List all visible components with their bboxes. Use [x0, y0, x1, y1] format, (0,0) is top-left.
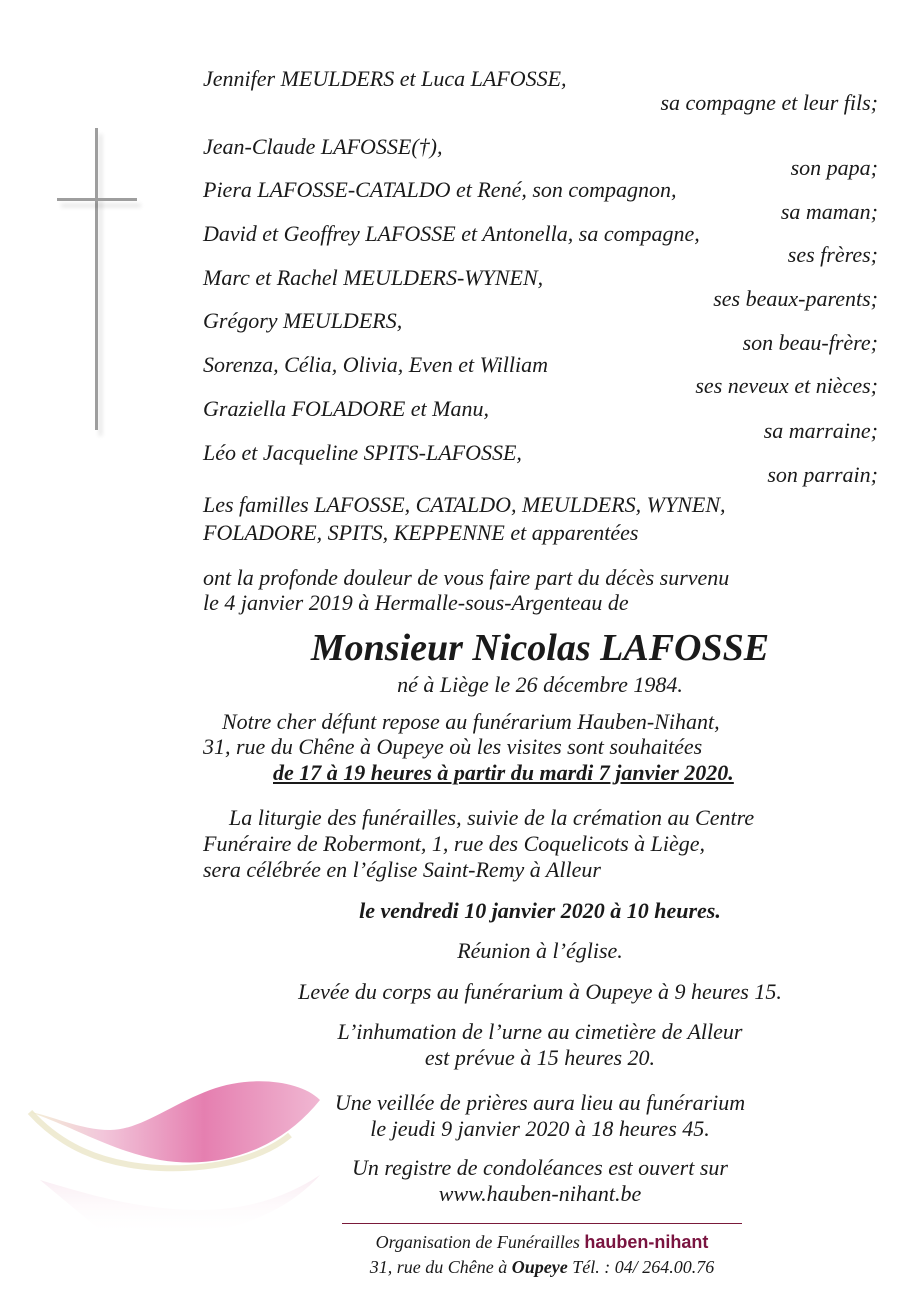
family-name-6: Grégory MEULDERS, [203, 308, 403, 333]
visits-line-1: Notre cher défunt repose au funérarium Hauben-Nihant, [222, 709, 720, 734]
liturgy-line-3: sera célébrée en l’église Saint-Remy à Alleur [203, 857, 601, 882]
family-relation-2: son papa; [790, 155, 878, 180]
families-line-2: FOLADORE, SPITS, KEPPENNE et apparentées [203, 520, 639, 545]
footer-divider [342, 1223, 742, 1224]
birth-line: né à Liège le 26 décembre 1984. [397, 672, 683, 697]
footer-org-label: Organisation de Funérailles [375, 1232, 580, 1252]
family-relation-4: ses frères; [787, 242, 878, 267]
announcement-line-2: le 4 janvier 2019 à Hermalle-sous-Argenteau de [203, 590, 629, 615]
brand-logo: hauben-nihant [584, 1232, 709, 1252]
burial-line-2: est prévue à 15 heures 20. [424, 1045, 656, 1070]
ceremony-date: le vendredi 10 janvier 2020 à 10 heures. [359, 898, 721, 923]
family-relation-7: ses neveux et nièces; [695, 373, 878, 398]
family-relation-5: ses beaux-parents; [713, 286, 878, 311]
footer-org [342, 1230, 742, 1254]
family-relation-1: sa compagne et leur fils; [660, 90, 878, 115]
family-name-5: Marc et Rachel MEULDERS-WYNEN, [203, 265, 544, 290]
footer-address-city: Oupeye [511, 1257, 568, 1277]
family-name-3: Piera LAFOSSE-CATALDO et René, son compagnon, [203, 177, 677, 202]
family-relation-8: sa marraine; [763, 418, 878, 443]
burial-line-1: L’inhumation de l’urne au cimetière de Alleur [337, 1019, 743, 1044]
liturgy-line-1: La liturgie des funérailles, suivie de la crémation au Centre [229, 805, 755, 830]
family-relation-9: son parrain; [767, 462, 878, 487]
visits-line-2: 31, rue du Chêne à Oupeye où les visites sont souhaitées [203, 734, 703, 759]
announcement-line-1: ont la profonde douleur de vous faire part du décès survenu [203, 565, 730, 590]
family-name-4: David et Geoffrey LAFOSSE et Antonella, sa compagne, [203, 221, 700, 246]
liturgy-line-2: Funéraire de Robermont, 1, rue des Coquelicots à Liège, [203, 831, 706, 856]
family-name-9: Léo et Jacqueline SPITS-LAFOSSE, [203, 440, 522, 465]
condolences-line-1: Un registre de condoléances est ouvert sur [352, 1155, 728, 1180]
family-name-8: Graziella FOLADORE et Manu, [203, 396, 489, 421]
condolences-url[interactable]: www.hauben-nihant.be [438, 1181, 642, 1206]
cross-vertical [95, 128, 98, 430]
families-line-1: Les familles LAFOSSE, CATALDO, MEULDERS, WYNEN, [203, 492, 726, 517]
family-name-1: Jennifer MEULDERS et Luca LAFOSSE, [203, 66, 567, 91]
levee-line: Levée du corps au funérarium à Oupeye à 9 heures 15. [298, 979, 782, 1004]
family-name-2: Jean-Claude LAFOSSE(†), [203, 134, 443, 159]
family-relation-6: son beau-frère; [742, 330, 878, 355]
footer-address [342, 1255, 742, 1279]
deceased-name: Monsieur Nicolas LAFOSSE [310, 627, 770, 669]
cross-horizontal [57, 198, 137, 201]
footer-address-prefix: 31, rue du Chêne à [369, 1257, 508, 1277]
family-relation-3: sa maman; [780, 199, 878, 224]
visits-hours: de 17 à 19 heures à partir du mardi 7 janvier 2020. [273, 760, 734, 785]
vigil-line-1: Une veillée de prières aura lieu au funérarium [334, 1090, 746, 1115]
footer-phone: Tél. : 04/ 264.00.76 [572, 1257, 715, 1277]
vigil-line-2: le jeudi 9 janvier 2020 à 18 heures 45. [370, 1116, 710, 1141]
family-name-7: Sorenza, Célia, Olivia, Even et William [203, 352, 549, 377]
meeting-line: Réunion à l’église. [457, 938, 623, 963]
